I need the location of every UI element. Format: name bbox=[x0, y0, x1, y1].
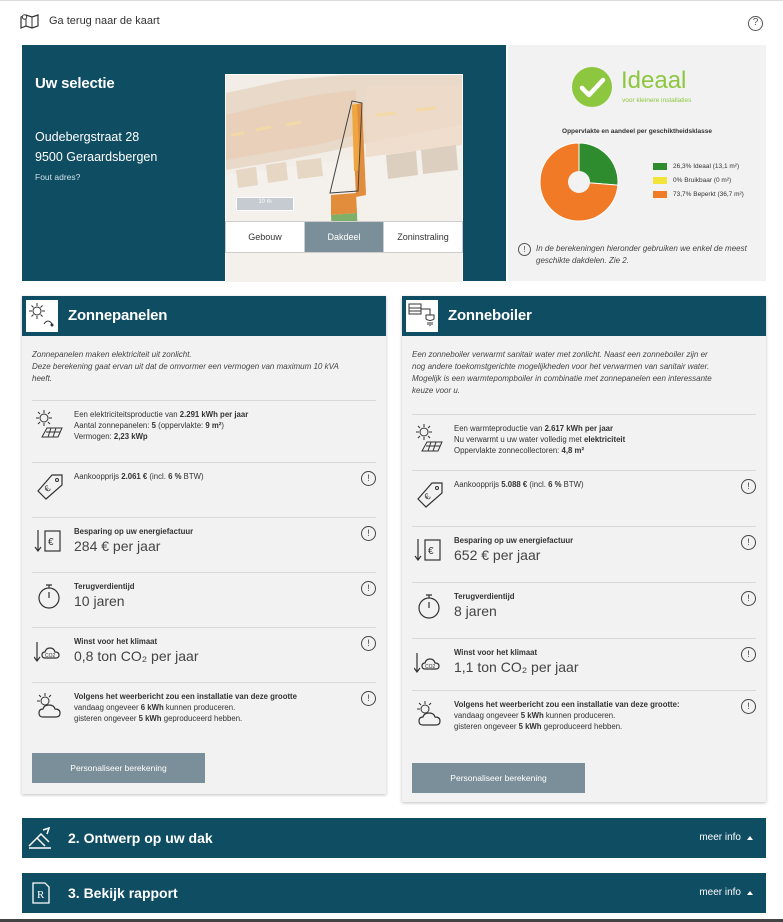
svg-text:CO2: CO2 bbox=[45, 653, 56, 659]
power-value: 2,23 kWp bbox=[113, 432, 148, 441]
legend-swatch-ideaal bbox=[653, 163, 667, 170]
payback-row bbox=[32, 572, 376, 627]
boiler-savings-value: 652 € per jaar bbox=[454, 547, 541, 563]
suitability-status: Ideaal bbox=[621, 67, 687, 94]
vat-value: 6 % bbox=[168, 472, 182, 481]
svg-text:€: € bbox=[422, 491, 433, 503]
boiler-weather-today-suffix: kunnen produceren. bbox=[543, 711, 616, 720]
roof-design-icon bbox=[27, 826, 53, 850]
section-report-more-label: meer info bbox=[699, 887, 741, 898]
svg-text:€: € bbox=[48, 537, 54, 548]
boiler-vat-label: (incl. bbox=[527, 480, 549, 489]
savings-icon bbox=[414, 535, 444, 565]
climate-row bbox=[32, 627, 376, 682]
sun-collector-icon bbox=[414, 423, 444, 453]
price-text bbox=[74, 471, 204, 482]
caret-up-icon bbox=[747, 891, 753, 895]
boiler-payback-title: Terugverdientijd bbox=[454, 592, 515, 601]
solar-intro-line-3: heeft. bbox=[32, 374, 53, 383]
legend-item-bruikbaar bbox=[653, 177, 744, 184]
section-design-roof[interactable] bbox=[22, 818, 766, 858]
boiler-price-text bbox=[454, 479, 584, 490]
back-label: Ga terug naar de kaart bbox=[49, 15, 160, 27]
legend-item-beperkt bbox=[653, 191, 744, 198]
boiler-weather-yesterday-label: gisteren ongeveer bbox=[454, 722, 519, 731]
boiler-savings-row bbox=[412, 526, 756, 582]
boiler-climate-text bbox=[454, 647, 579, 676]
panel-count-label: Aantal zonnepanelen: bbox=[74, 421, 152, 430]
solar-intro-line-1: Zonnepanelen maken elektriciteit uit zonlicht. bbox=[32, 350, 192, 359]
heating-source-label: Nu verwarmt u uw water volledig met bbox=[454, 435, 584, 444]
svg-text:€: € bbox=[428, 546, 434, 557]
legend-swatch-bruikbaar bbox=[653, 177, 667, 184]
wrong-address-link[interactable]: Fout adres? bbox=[35, 172, 81, 182]
section-report[interactable] bbox=[22, 873, 766, 913]
scale-label: 10 m bbox=[258, 199, 272, 205]
solar-boiler-icon bbox=[405, 299, 439, 333]
vat-close: BTW) bbox=[181, 472, 204, 481]
boiler-vat-value: 6 % bbox=[548, 480, 562, 489]
legend-label-beperkt: 73,7% Beperkt (36,7 m²) bbox=[673, 191, 744, 198]
boiler-payback-row bbox=[412, 582, 756, 638]
tab-gebouw[interactable]: Gebouw bbox=[226, 222, 305, 252]
savings-info-icon[interactable]: ! bbox=[361, 526, 376, 541]
production-label: Een elektriciteitsproductie van bbox=[74, 410, 180, 419]
price-value: 2.061 € bbox=[121, 472, 148, 481]
boiler-savings-info-icon[interactable]: ! bbox=[741, 535, 756, 550]
price-tag-icon bbox=[34, 471, 64, 501]
savings-title: Besparing op uw energiefactuur bbox=[74, 527, 194, 536]
sun-cloud-icon bbox=[34, 691, 64, 721]
boiler-savings-text bbox=[454, 535, 573, 564]
payback-value: 10 jaren bbox=[74, 593, 125, 609]
solar-boiler-header bbox=[402, 296, 766, 336]
weather-today-label: vandaag ongeveer bbox=[74, 703, 141, 712]
production-row bbox=[32, 400, 376, 466]
legend-item-ideaal bbox=[653, 163, 744, 170]
scale-bar bbox=[236, 197, 294, 211]
boiler-climate-value: 1,1 ton CO₂ per jaar bbox=[454, 659, 579, 675]
solar-boiler-intro bbox=[412, 349, 712, 397]
solar-intro-line-2: Deze berekening gaat ervan uit dat de omvormer een vermogen van maximum 10 kVA bbox=[32, 362, 339, 371]
payback-info-icon[interactable]: ! bbox=[361, 581, 376, 596]
boiler-vat-close: BTW) bbox=[561, 480, 584, 489]
weather-today-suffix: kunnen produceren. bbox=[163, 703, 236, 712]
tab-zoninstraling[interactable]: Zoninstraling bbox=[397, 232, 449, 242]
weather-info-icon[interactable]: ! bbox=[361, 691, 376, 706]
area-label: (oppervlakte: bbox=[155, 421, 206, 430]
boiler-payback-info-icon[interactable]: ! bbox=[741, 591, 756, 606]
boiler-intro-line-4: keuze voor u. bbox=[412, 386, 461, 395]
weather-title: Volgens het weerbericht zou een installatie van deze grootte bbox=[74, 692, 297, 701]
solar-boiler-title: Zonneboiler bbox=[448, 307, 532, 324]
heat-production-row bbox=[412, 414, 756, 470]
report-icon bbox=[27, 881, 53, 905]
svg-text:R: R bbox=[37, 889, 45, 901]
section-report-title: 3. Bekijk rapport bbox=[68, 885, 178, 901]
map-tabs bbox=[225, 221, 463, 253]
boiler-weather-info-icon[interactable]: ! bbox=[741, 699, 756, 714]
selection-title: Uw selectie bbox=[35, 75, 115, 92]
boiler-price-row bbox=[412, 470, 756, 526]
legend-swatch-beperkt bbox=[653, 191, 667, 198]
selection-panel bbox=[22, 45, 506, 281]
back-to-map-link[interactable] bbox=[20, 13, 160, 29]
payback-title: Terugverdientijd bbox=[74, 582, 135, 591]
solar-boiler-card bbox=[402, 296, 766, 802]
address-city: 9500 Geraardsbergen bbox=[35, 150, 158, 164]
section-design-title: 2. Ontwerp op uw dak bbox=[68, 830, 213, 846]
heat-production-text bbox=[454, 423, 625, 456]
solar-panels-intro bbox=[32, 349, 339, 385]
weather-row bbox=[32, 682, 376, 737]
area-value: 9 m² bbox=[205, 421, 222, 430]
collector-area-value: 4,8 m² bbox=[561, 446, 585, 455]
weather-text bbox=[74, 691, 297, 724]
climate-text bbox=[74, 636, 199, 665]
savings-value: 284 € per jaar bbox=[74, 538, 161, 554]
legend-label-bruikbaar: 0% Bruikbaar (0 m²) bbox=[673, 177, 732, 184]
weather-yesterday-suffix: geproduceerd hebben. bbox=[161, 714, 243, 723]
tab-dakdeel[interactable]: Dakdeel bbox=[305, 222, 384, 252]
vat-label: (incl. bbox=[147, 472, 169, 481]
sun-panel-icon bbox=[34, 409, 64, 439]
boiler-price-info-icon[interactable]: ! bbox=[741, 479, 756, 494]
heat-production-label: Een warmteproductie van bbox=[454, 424, 545, 433]
weather-yesterday-label: gisteren ongeveer bbox=[74, 714, 139, 723]
price-info-icon[interactable]: ! bbox=[361, 471, 376, 486]
power-label: Vermogen: bbox=[74, 432, 114, 441]
boiler-weather-title: Volgens het weerbericht zou een installatie van deze grootte: bbox=[454, 700, 680, 709]
top-bar bbox=[0, 0, 783, 44]
savings-row bbox=[32, 517, 376, 572]
solar-panels-header bbox=[22, 296, 386, 336]
weather-yesterday-value: 5 kWh bbox=[138, 714, 162, 723]
help-icon[interactable]: ? bbox=[748, 16, 763, 31]
timer-icon bbox=[34, 581, 64, 611]
weather-today-value: 6 kWh bbox=[140, 703, 164, 712]
price-row bbox=[32, 462, 376, 517]
section-report-more[interactable] bbox=[699, 887, 753, 898]
boiler-weather-today-label: vandaag ongeveer bbox=[454, 711, 521, 720]
price-tag-icon bbox=[414, 479, 444, 509]
co2-cloud-icon bbox=[414, 647, 444, 677]
price-label: Aankoopprijs bbox=[74, 472, 122, 481]
solar-panels-title: Zonnepanelen bbox=[68, 307, 168, 324]
pie-hole bbox=[568, 171, 590, 193]
suitability-panel bbox=[508, 45, 766, 281]
solar-panel-icon bbox=[25, 299, 59, 333]
boiler-weather-yesterday-value: 5 kWh bbox=[518, 722, 542, 731]
personalize-button-boiler[interactable]: Personaliseer berekening bbox=[412, 763, 585, 793]
calculation-note-text: In de berekeningen hieronder gebruiken we enkel de meest geschikte dakdelen. Zie 2. bbox=[536, 244, 747, 265]
climate-title: Winst voor het klimaat bbox=[74, 637, 158, 646]
boiler-intro-line-3: Mogelijk is een warmtepompboiler in combinatie met zonnepanelen een interessante bbox=[412, 374, 712, 383]
panel-count-value: 5 bbox=[151, 421, 156, 430]
pie-chart bbox=[538, 141, 620, 223]
solar-panels-card bbox=[22, 296, 386, 794]
boiler-payback-text bbox=[454, 591, 515, 620]
production-text bbox=[74, 409, 248, 442]
climate-value: 0,8 ton CO₂ per jaar bbox=[74, 648, 199, 664]
boiler-climate-title: Winst voor het klimaat bbox=[454, 648, 538, 657]
heating-source-value: elektriciteit bbox=[584, 435, 626, 444]
heat-production-value: 2.617 kWh per jaar bbox=[544, 424, 614, 433]
savings-text bbox=[74, 526, 193, 555]
caret-up-icon bbox=[747, 836, 753, 840]
calculation-note bbox=[518, 243, 758, 267]
section-design-more[interactable] bbox=[699, 832, 753, 843]
chart-legend bbox=[653, 163, 744, 205]
svg-text:CO2: CO2 bbox=[425, 664, 436, 670]
check-icon bbox=[572, 67, 612, 107]
boiler-price-label: Aankoopprijs bbox=[454, 480, 502, 489]
svg-text:€: € bbox=[42, 483, 53, 495]
boiler-payback-value: 8 jaren bbox=[454, 603, 497, 619]
sun-cloud-icon bbox=[414, 699, 444, 729]
boiler-price-value: 5.088 € bbox=[501, 480, 528, 489]
boiler-intro-line-2: nog andere toekomstgerichte mogelijkheden voor het verwarmen van sanitair water. bbox=[412, 362, 710, 371]
savings-icon bbox=[34, 526, 64, 556]
co2-cloud-icon bbox=[34, 636, 64, 666]
boiler-weather-text bbox=[454, 699, 680, 732]
boiler-climate-row bbox=[412, 638, 756, 694]
climate-info-icon[interactable]: ! bbox=[361, 636, 376, 651]
boiler-savings-title: Besparing op uw energiefactuur bbox=[454, 536, 574, 545]
section-design-more-label: meer info bbox=[699, 832, 741, 843]
chart-title: Oppervlakte en aandeel per geschiktheidsklasse bbox=[562, 128, 712, 135]
map-icon bbox=[20, 13, 40, 29]
boiler-weather-row bbox=[412, 690, 756, 746]
boiler-weather-today-value: 5 kWh bbox=[520, 711, 544, 720]
area-close: ) bbox=[221, 421, 225, 430]
legend-label-ideaal: 26,3% Ideaal (13,1 m²) bbox=[673, 163, 740, 170]
payback-text bbox=[74, 581, 135, 610]
collector-area-label: Oppervlakte zonnecollectoren: bbox=[454, 446, 562, 455]
info-icon: ! bbox=[518, 243, 531, 256]
address-street: Oudebergstraat 28 bbox=[35, 130, 140, 144]
production-value: 2.291 kWh per jaar bbox=[179, 410, 249, 419]
boiler-weather-yesterday-suffix: geproduceerd hebben. bbox=[541, 722, 623, 731]
suitability-subtitle: voor kleinere installaties bbox=[622, 97, 692, 104]
boiler-intro-line-1: Een zonneboiler verwarmt sanitair water met zonlicht. Naast een zonneboiler zijn er bbox=[412, 350, 708, 359]
timer-icon bbox=[414, 591, 444, 621]
boiler-climate-info-icon[interactable]: ! bbox=[741, 647, 756, 662]
personalize-button-panels[interactable]: Personaliseer berekening bbox=[32, 753, 205, 783]
